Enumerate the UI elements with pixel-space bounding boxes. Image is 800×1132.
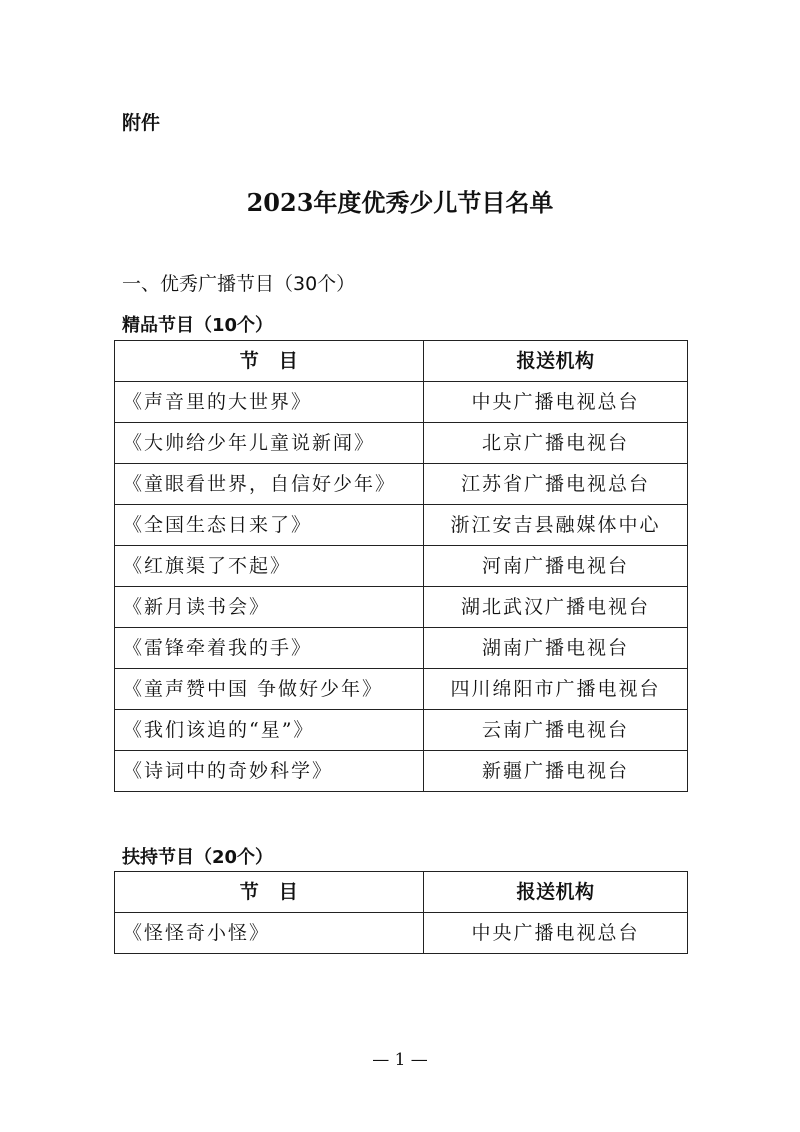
table-row (115, 382, 688, 423)
table-row (115, 628, 688, 669)
support-programs-table (114, 871, 688, 954)
organization-cell: 四川绵阳市广播电视台 (424, 669, 688, 710)
organization-cell: 新疆广播电视台 (424, 751, 688, 792)
table-row (115, 669, 688, 710)
organization-cell: 浙江安吉县融媒体中心 (424, 505, 688, 546)
program-name-cell: 《诗词中的奇妙科学》 (115, 751, 424, 792)
program-name-cell: 《童眼看世界，自信好少年》 (115, 464, 424, 505)
table-row (115, 464, 688, 505)
organization-cell: 江苏省广播电视总台 (424, 464, 688, 505)
program-name-cell: 《红旗渠了不起》 (115, 546, 424, 587)
column-header-program: 节 目 (115, 872, 424, 913)
program-name-cell: 《大帅给少年儿童说新闻》 (115, 423, 424, 464)
subheading-support-programs: 扶持节目（20个） (122, 847, 274, 868)
column-header-program: 节 目 (115, 341, 424, 382)
attachment-label: 附件 (122, 112, 161, 134)
table-row (115, 423, 688, 464)
program-name-cell: 《童声赞中国 争做好少年》 (115, 669, 424, 710)
column-header-organization: 报送机构 (424, 872, 688, 913)
program-name-cell: 《我们该追的“星”》 (115, 710, 424, 751)
table-row (115, 546, 688, 587)
program-name-cell: 《雷锋牵着我的手》 (115, 628, 424, 669)
organization-cell: 中央广播电视总台 (424, 913, 688, 954)
program-name-cell: 《全国生态日来了》 (115, 505, 424, 546)
program-name-cell: 《声音里的大世界》 (115, 382, 424, 423)
section-heading-radio-programs: 一、优秀广播节目（30个） (122, 273, 356, 295)
organization-cell: 湖北武汉广播电视台 (424, 587, 688, 628)
organization-cell: 北京广播电视台 (424, 423, 688, 464)
table-header-row (115, 341, 688, 382)
organization-cell: 河南广播电视台 (424, 546, 688, 587)
table-row (115, 505, 688, 546)
page-number: — 1 — (372, 1050, 428, 1070)
program-name-cell: 《新月读书会》 (115, 587, 424, 628)
subheading-boutique-programs: 精品节目（10个） (122, 315, 274, 336)
document-title: 2023年度优秀少儿节目名单 (246, 188, 554, 217)
table-row (115, 751, 688, 792)
table-row (115, 587, 688, 628)
boutique-programs-table (114, 340, 688, 792)
program-name-cell: 《怪怪奇小怪》 (115, 913, 424, 954)
organization-cell: 湖南广播电视台 (424, 628, 688, 669)
table-header-row (115, 872, 688, 913)
table-row (115, 913, 688, 954)
organization-cell: 中央广播电视总台 (424, 382, 688, 423)
organization-cell: 云南广播电视台 (424, 710, 688, 751)
column-header-organization: 报送机构 (424, 341, 688, 382)
table-row (115, 710, 688, 751)
